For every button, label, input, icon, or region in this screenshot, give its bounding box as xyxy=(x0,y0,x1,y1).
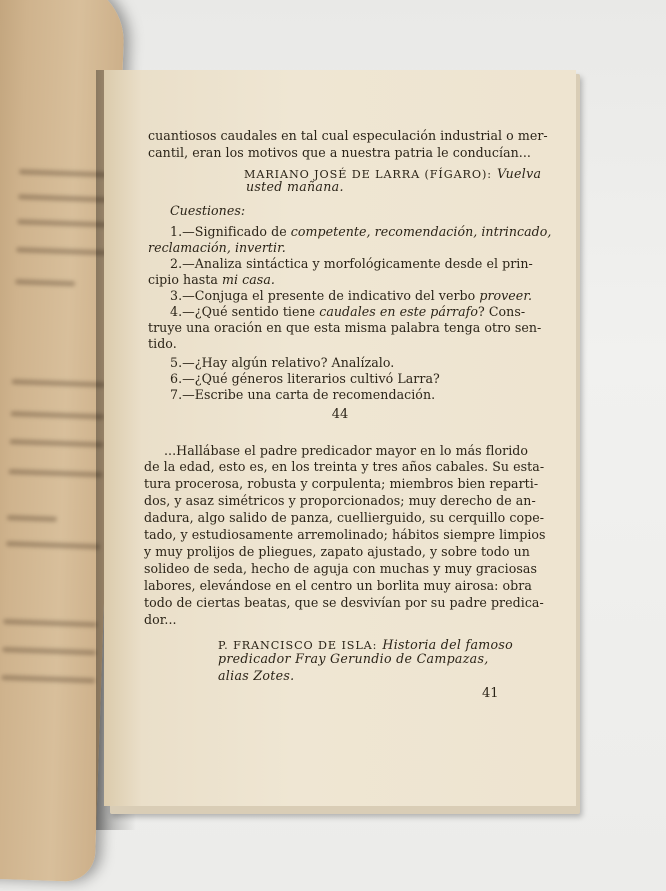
passage-line: cuantiosos caudales en tal cual especulación industrial o mer- xyxy=(148,128,548,143)
section-number: 44 xyxy=(331,407,349,422)
blurred-text-line xyxy=(1,675,95,683)
questions-heading: Cuestiones: xyxy=(170,203,246,218)
blurred-text-line xyxy=(9,439,103,447)
question-item: 2.—Analiza sintáctica y morfológicamente desde el prin- xyxy=(170,256,533,271)
passage-line: cantil, eran los motivos que a nuestra patria le conducían... xyxy=(148,145,531,160)
book-page xyxy=(104,70,576,806)
citation-title-cont: predicador Fray Gerundio de Campazas, xyxy=(218,651,489,666)
citation-author: MARIANO JOSÉ DE LARRA (FÍGARO): xyxy=(244,168,492,181)
citation-title: Vuelva xyxy=(497,166,542,181)
question-item: 5.—¿Hay algún relativo? Analízalo. xyxy=(170,355,395,370)
blurred-text-line xyxy=(6,541,100,549)
passage-line: ...Hallábase el padre predicador mayor en lo más florido xyxy=(164,443,529,458)
question-item: 6.—¿Qué géneros literarios cultivó Larra? xyxy=(170,371,440,386)
passage-line: dor... xyxy=(144,612,177,627)
citation-author: P. FRANCISCO DE ISLA: xyxy=(218,639,378,652)
blurred-text-line xyxy=(15,279,75,286)
blurred-text-line xyxy=(2,647,96,655)
passage-line: dos, y asaz simétricos y proporcionados; muy derecho de an- xyxy=(144,493,536,508)
question-item: 7.—Escribe una carta de recomendación. xyxy=(170,387,436,402)
citation-title: Historia del famoso xyxy=(382,637,514,652)
citation-title-cont: usted mañana. xyxy=(246,179,344,194)
question-item: 4.—¿Qué sentido tiene caudales en este párrafo? Cons- xyxy=(170,304,526,319)
passage-line: de la edad, esto es, en los treinta y tres años cabales. Su esta- xyxy=(144,459,545,474)
blurred-text-line xyxy=(10,411,104,419)
passage-line: dadura, algo salido de panza, cuellierguido, su cerquillo copе- xyxy=(144,510,545,525)
blurred-text-line xyxy=(12,379,106,387)
question-item-cont: cipio hasta mi casa. xyxy=(148,272,275,287)
passage-line: solideo de seda, hecho de aguja con muchas y muy graciosas xyxy=(144,561,537,576)
passage-line: labores, elevándose en el centro un borlita muy airosa: obra xyxy=(144,578,532,593)
passage-line: tura procerosa, robusta y corpulenta; miembros bien reparti- xyxy=(144,476,539,491)
page-number: 41 xyxy=(482,686,499,701)
blurred-text-line xyxy=(8,469,102,477)
question-item: 1.—Significado de competente, recomendación, intrincado, xyxy=(170,224,552,239)
blurred-text-line xyxy=(7,515,57,522)
question-item-cont: tido. xyxy=(148,336,177,351)
citation-title-cont: alias Zotes. xyxy=(218,668,295,683)
blurred-text-line xyxy=(3,619,97,627)
question-item-cont: truye una oración en que esta misma palabra tenga otro sen- xyxy=(148,320,542,335)
question-item-cont: reclamación, invertir. xyxy=(148,240,286,255)
passage-line: y muy prolijos de pliegues, zapato ajustado, y sobre todo un xyxy=(144,544,530,559)
passage-line: todo de ciertas beatas, que se desvivían por su padre predica- xyxy=(144,595,544,610)
question-item: 3.—Conjuga el presente de indicativo del verbo proveer. xyxy=(170,288,533,303)
passage-line: tado, y estudiosamente arremolinado; hábitos siempre limpios xyxy=(144,527,546,542)
